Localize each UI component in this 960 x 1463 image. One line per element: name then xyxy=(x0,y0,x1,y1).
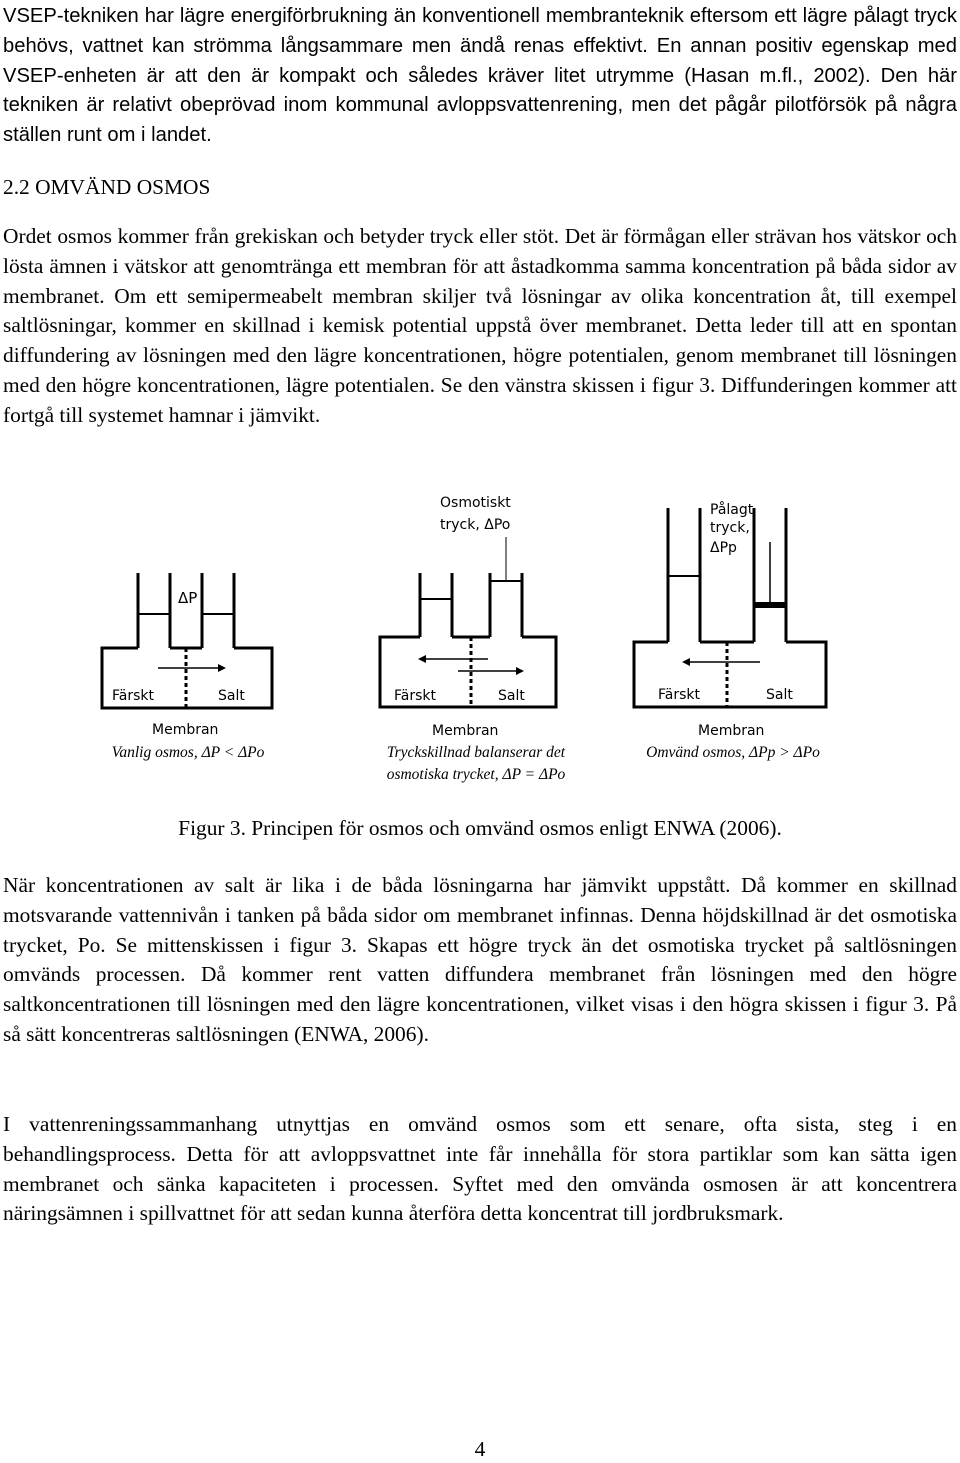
label-membrane: Membran xyxy=(432,723,499,739)
caption-middle-line-1: Tryckskillnad balanserar det xyxy=(386,744,566,761)
paragraph-vsep: VSEP-tekniken har lägre energiförbrukning än konventionell membranteknik eftersom ett lägre pålagt tryck behövs, vattnet kan strömma långsammare men ändå renas effektivt. En annan positiv egenskap med VSEP-enheten är att den är kompakt och således kräver litet utrymme (Hasan m.fl., 2002). Den här tekniken är relativt obeprövad inom kommunal avloppsvattenrening, men det pågår pilotförsök på några ställen runt om i landet. xyxy=(3,5,957,147)
caption-left: Vanlig osmos, ΔP < ΔPo xyxy=(111,744,265,761)
label-salt: Salt xyxy=(218,688,245,704)
figure-left-sketch xyxy=(78,528,288,738)
paragraph-equilibrium: När koncentrationen av salt är lika i de båda lösningarna har jämvikt uppstått. Då kommer en skillnad motsvarande vattennivån i tanken på båda sidor om membranet infinnas. Denna höjdskillnad är det osmotiska trycket, Po. Se mittenskissen i figur 3. Skapas ett högre tryck än det osmotiska trycket på saltlösningen omvänds processen. Då kommer rent vatten diffundera membranet från lösningen med den högre saltkoncentrationen till lösningen med den lägre koncentrationen, vilket visas i den högra skissen i figur 3. På så sätt koncentreras saltlösningen (ENWA, 2006). xyxy=(3,873,957,1046)
section-heading: 2.2 OMVÄND OSMOS xyxy=(3,175,211,199)
label-osmotic-1: Osmotiskt xyxy=(440,495,511,511)
label-salt: Salt xyxy=(498,688,525,704)
label-membrane: Membran xyxy=(698,723,765,739)
figure-title: Figur 3. Principen för osmos och omvänd osmos enligt ENWA (2006). xyxy=(178,816,782,840)
label-fresh: Färskt xyxy=(394,688,436,704)
label-applied-3: ΔPp xyxy=(710,540,737,556)
figure-middle-sketch xyxy=(366,487,576,739)
caption-right: Omvänd osmos, ΔPp > ΔPo xyxy=(646,744,820,761)
label-applied-2: tryck, xyxy=(710,520,750,536)
page-number: 4 xyxy=(474,1437,486,1461)
label-salt: Salt xyxy=(766,687,793,703)
caption-middle-line-2: osmotiska trycket, ΔP = ΔPo xyxy=(386,766,566,783)
label-applied-1: Pålagt xyxy=(710,502,754,518)
paragraph-water-treatment: I vattenreningssammanhang utnyttjas en omvänd osmos som ett senare, ofta sista, steg i en behandlingsprocess. Detta för att avloppsvattnet inte får innehålla för stora partiklar som kan sätta igen membranet och sänka kapaciteten i processen. Syftet med den omvända osmosen är att koncentrera näringsämnen i spillvattnet för att sedan kunna återföra detta koncentrat till jordbruksmark. xyxy=(3,1112,957,1226)
paragraph-osmos-definition: Ordet osmos kommer från grekiskan och betyder tryck eller stöt. Det är förmågan eller strävan hos vätskor och lösta ämnen i vätskor att genomtränga ett membran för att åstadkomma samma koncentration på båda sidor av membranet. Om ett semipermeabelt membran skiljer två lösningar av olika koncentration åt, till exempel saltlösningar, kommer en skillnad i kemisk potential uppstå över membranet. Detta leder till att en spontan diffundering av lösningen med den lägre koncentrationen, högre potentialen, genom membranet till lösningen med den högre koncentrationen, lägre potentialen. Se den vänstra skissen i figur 3. Diffunderingen kommer att fortgå till systemet hamnar i jämvikt. xyxy=(3,224,957,427)
figure-right-sketch xyxy=(620,492,846,740)
label-fresh: Färskt xyxy=(112,688,154,704)
label-membrane: Membran xyxy=(152,722,219,738)
label-osmotic-2: tryck, ΔPo xyxy=(440,517,511,533)
label-fresh: Färskt xyxy=(658,687,700,703)
label-delta-p: ΔP xyxy=(178,589,198,607)
caption-middle xyxy=(346,742,606,786)
